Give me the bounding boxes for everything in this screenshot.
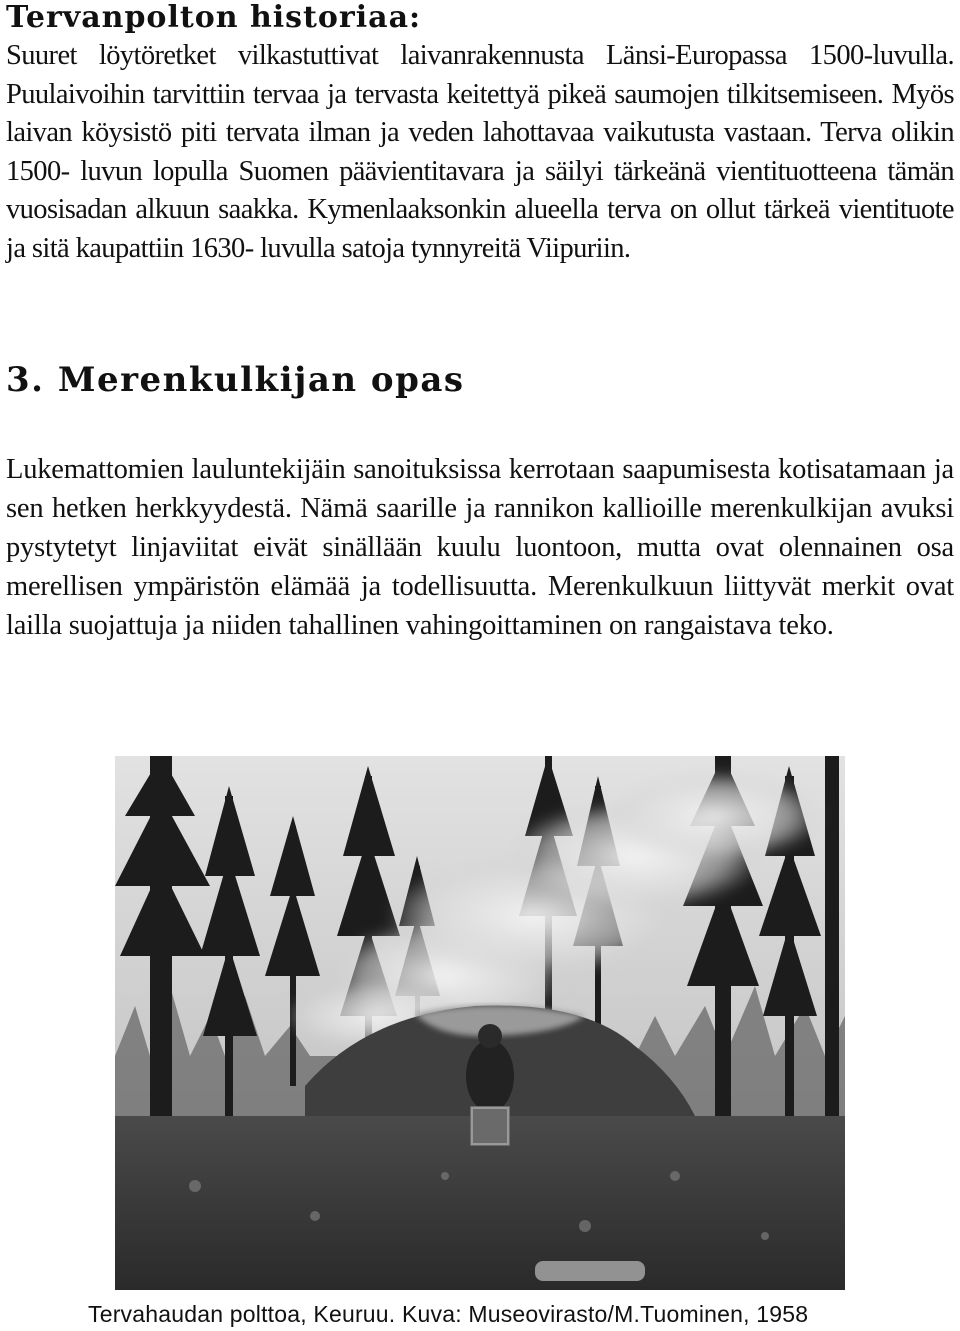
photo-caption: Tervahaudan polttoa, Keuruu. Kuva: Museovirasto/M.Tuominen, 1958 [88,1301,809,1327]
tar-pit-photo [115,756,845,1290]
paragraph-navigator-guide: Lukemattomien lauluntekijäin sanoituksissa kerrotaan saapumisesta kotisatamaan ja sen hetken herkkyydestä. Nämä saarille ja rannikon kallioille merenkulkijan avuksi pystytetyt linjaviitat eivät sinällään kuulu luontoon, mutta ovat olennainen osa merellisen ympäristön elämää ja todellisuutta. Merenkulkuun liittyvät merkit ovat lailla suojattuja ja niiden tahallinen vahingoittaminen on rangaistava teko. [6,454,954,641]
paragraph-tar-history: Suuret löytöretket vilkastuttivat laivanrakennusta Länsi-Europassa 1500-luvulla. Puulaivoihin tarvittiin tervaa ja tervasta keitettyä pikeä saumojen tilkitsemiseen. Myös laivan köysistö piti tervata ilman ja veden lahottavaa vaikutusta vastaan. Terva olikin 1500- luvun lopulla Suomen päävientitavara ja säilyi tärkeänä vientituotteena tämän vuosisadan alkuun saakka. Kymenlaaksonkin alueella terva on ollut tärkeä vientituote ja sitä kaupattiin 1630- luvulla satoja tynnyreitä Viipuriin. [6,40,954,264]
section-heading-navigator-guide: 3. Merenkulkijan opas [6,360,465,400]
section-heading-tar-history: Tervanpolton historiaa: [6,0,422,35]
tar-pit-photo-drawing [115,756,845,1290]
